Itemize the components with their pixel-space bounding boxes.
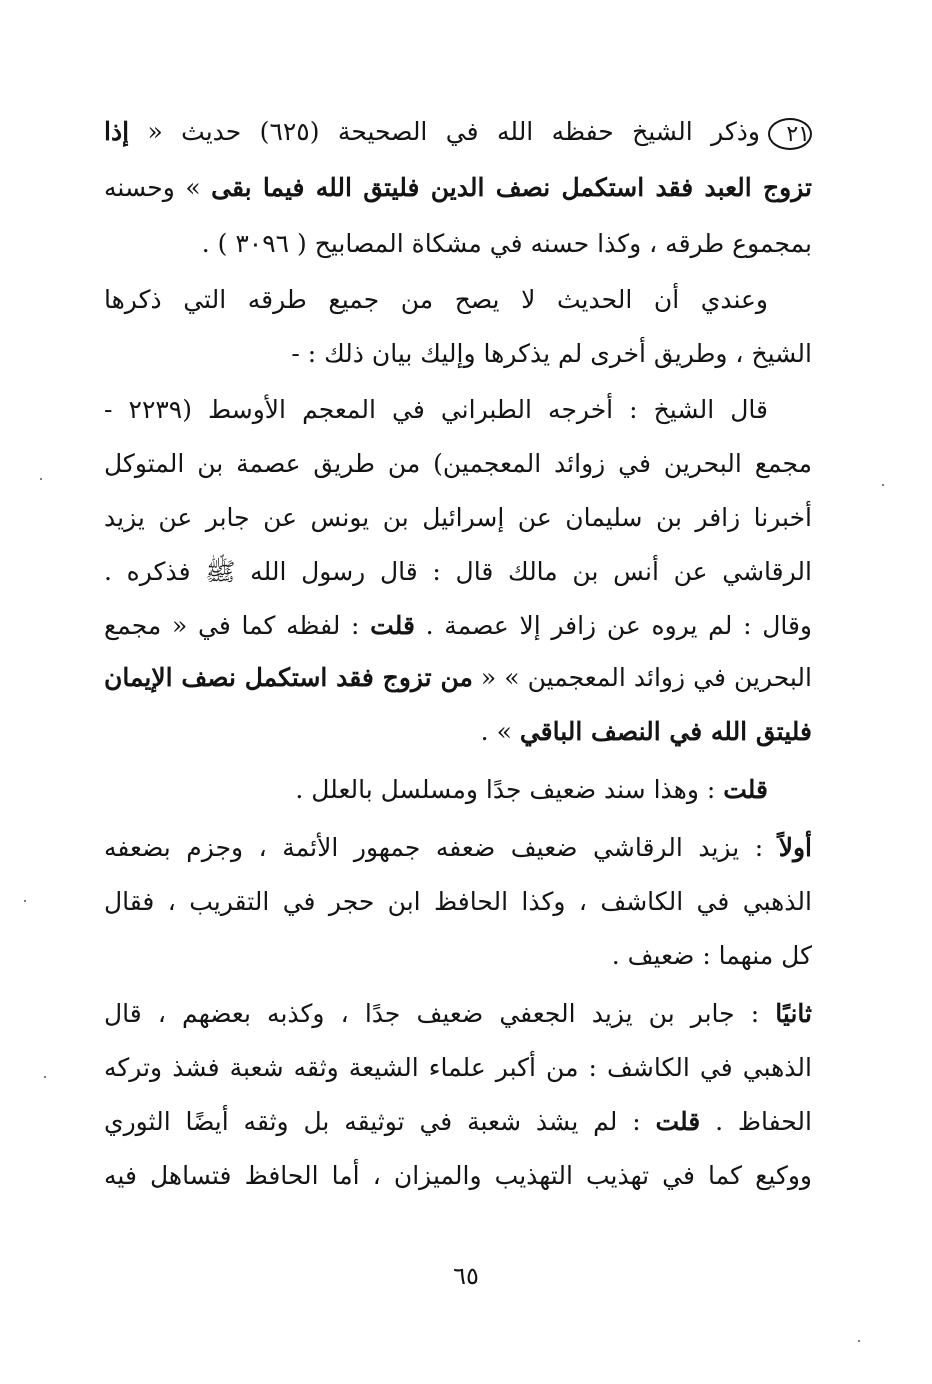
text-segment: : لفظه كما في « مجمع (104, 611, 371, 640)
text-segment: : وهذا سند ضعيف جدًا ومسلسل بالعلل . (295, 775, 724, 804)
text-line-12 (104, 712, 812, 756)
text-line-15: الذهبي في الكاشف ، وكذا الحافظ ابن حجر في التقريب ، فقال (104, 887, 812, 916)
text-segment: : يزيد الرقاشي ضعيف ضعفه جمهور الأئمة ، وجزم بضعفه (104, 833, 779, 862)
bold-first-point: أولاً (778, 833, 812, 862)
text-segment: » وحسنه (104, 173, 212, 202)
text-line-20: ووكيع كما في تهذيب التهذيب والميزان ، أما الحافظ فتساهل فيه (104, 1161, 812, 1190)
bold-hadith-text: فليتق الله في النصف الباقي (519, 717, 812, 746)
text-line-7: مجمع البحرين في زوائد المعجمين) من طريق عصمة بن المتوكل (104, 449, 812, 478)
scan-speck (858, 1340, 860, 1342)
text-segment: » . (480, 717, 520, 746)
text-segment: الحفاظ . (700, 1107, 812, 1136)
scan-speck (24, 900, 26, 902)
text-segment: وقال : لم يروه عن زافر إلا عصمة . (414, 611, 812, 640)
text-line-14 (104, 828, 812, 872)
bold-hadith-text: تزوج العبد فقد استكمل نصف الدين فليتق الله فيما بقى (211, 173, 812, 202)
text-line-11 (104, 658, 812, 702)
text-line-19 (104, 1102, 812, 1146)
text-line-5: الشيخ ، وطريق أخرى لم يذكرها وإليك بيان ذلك : - (291, 339, 812, 368)
bold-hadith-text: من تزوج فقد استكمل نصف الإيمان (104, 663, 473, 692)
text-line-10 (104, 606, 812, 650)
scan-speck (44, 1076, 46, 1078)
text-line-16: كل منهما : ضعيف . (611, 941, 812, 970)
bold-qultu: قلت (370, 611, 415, 640)
bold-hadith-text: إذا (104, 117, 130, 146)
text-segment: وذكر الشيخ حفظه الله في الصحيحة (٦٢٥) حديث « (129, 117, 760, 146)
text-line-18: الذهبي في الكاشف : من أكبر علماء الشيعة وثقه شعبة فشذ وتركه (104, 1053, 812, 1082)
text-line-4: وعندي أن الحديث لا يصح من جميع طرقه التي ذكرها (104, 285, 768, 314)
bold-qultu: قلت (655, 1107, 701, 1136)
text-line-17 (104, 994, 812, 1038)
text-segment: : جابر بن يزيد الجعفي ضعيف جدًا ، وكذبه بعضهم ، قال (104, 999, 776, 1028)
text-line-13 (104, 770, 812, 814)
text-line-9: الرقاشي عن أنس بن مالك قال : قال رسول الله ﷺ فذكره . (104, 557, 812, 586)
bold-second-point: ثانيًا (775, 999, 812, 1028)
text-line-8: أخبرنا زافر بن سليمان عن إسرائيل بن يونس عن جابر عن يزيد (104, 503, 812, 532)
text-segment: البحرين في زوائد المعجمين » « (472, 663, 812, 692)
page-number: ٦٥ (453, 1262, 479, 1290)
bold-qultu: قلت (723, 775, 768, 804)
text-line-1 (104, 112, 812, 156)
footnote-number-badge: ٢١ (768, 118, 812, 150)
text-line-3: بمجموع طرقه ، وكذا حسنه في مشكاة المصابيح ( ٣٠٩٦ ) . (201, 229, 812, 258)
scan-speck (40, 478, 42, 480)
text-line-2 (104, 168, 812, 212)
text-segment: : لم يشذ شعبة في توثيقه بل وثقه أيضًا الثوري (104, 1107, 656, 1136)
text-line-6: قال الشيخ : أخرجه الطبراني في المعجم الأوسط (٢٢٣٩ - (104, 395, 768, 424)
scan-speck (882, 484, 884, 486)
